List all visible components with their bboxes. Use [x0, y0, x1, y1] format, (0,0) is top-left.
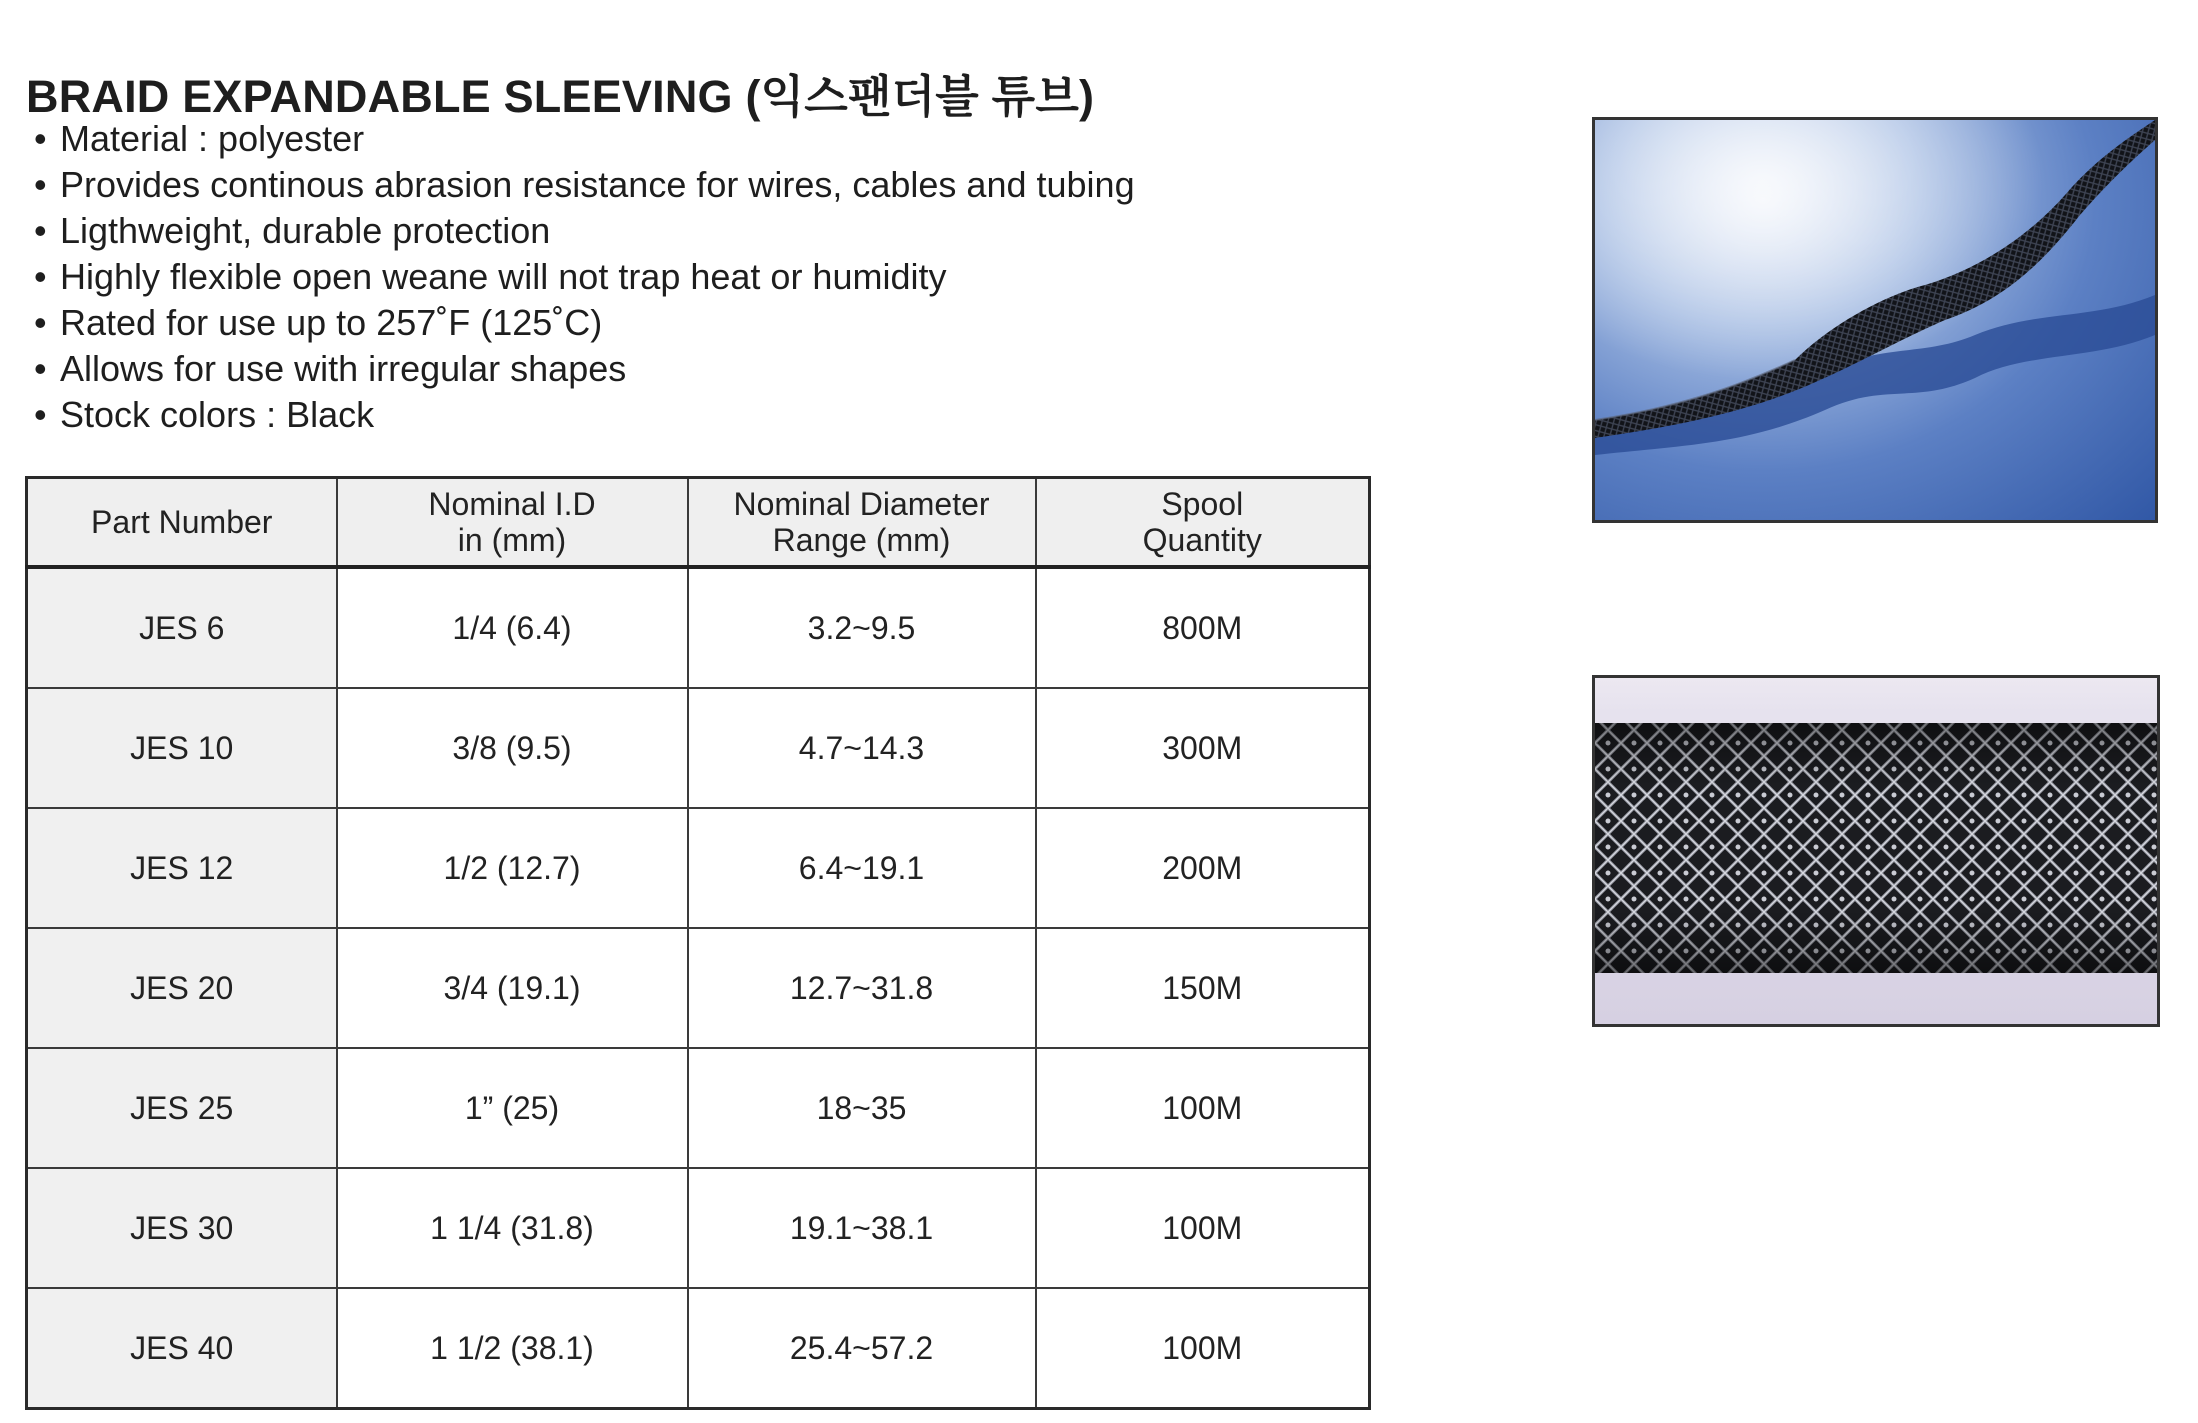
cell-part-number: JES 30	[27, 1168, 337, 1288]
spec-table	[25, 476, 1371, 1410]
table-row	[27, 567, 1370, 688]
bullet-icon: •	[34, 348, 47, 389]
bullet-icon: •	[34, 256, 47, 297]
cell-diameter-range: 19.1~38.1	[688, 1168, 1036, 1288]
page-title: BRAID EXPANDABLE SLEEVING (익스팬더블 튜브)	[26, 71, 1095, 122]
cell-diameter-range: 25.4~57.2	[688, 1288, 1036, 1409]
feature-item: • Provides continous abrasion resistance for wires, cables and tubing	[34, 162, 1135, 208]
table-row	[27, 1168, 1370, 1288]
cell-part-number: JES 6	[27, 567, 337, 688]
header-part-number: Part Number	[27, 478, 337, 568]
cell-spool-quantity: 100M	[1036, 1048, 1370, 1168]
cell-nominal-id: 1 1/4 (31.8)	[337, 1168, 688, 1288]
cell-part-number: JES 25	[27, 1048, 337, 1168]
cell-diameter-range: 6.4~19.1	[688, 808, 1036, 928]
cell-part-number: JES 20	[27, 928, 337, 1048]
cell-nominal-id: 1/4 (6.4)	[337, 567, 688, 688]
table-row	[27, 1288, 1370, 1409]
feature-item: • Allows for use with irregular shapes	[34, 346, 1135, 392]
feature-item: • Rated for use up to 257˚F (125˚C)	[34, 300, 1135, 346]
feature-item: • Material : polyester	[34, 116, 1135, 162]
table-row	[27, 928, 1370, 1048]
cell-nominal-id: 1/2 (12.7)	[337, 808, 688, 928]
bullet-icon: •	[34, 164, 47, 205]
header-nominal-id: Nominal I.D in (mm)	[337, 478, 688, 568]
bullet-icon: •	[34, 302, 47, 343]
bullet-icon: •	[34, 118, 47, 159]
cell-spool-quantity: 300M	[1036, 688, 1370, 808]
header-spool-quantity: Spool Quantity	[1036, 478, 1370, 568]
cell-diameter-range: 3.2~9.5	[688, 567, 1036, 688]
cell-diameter-range: 4.7~14.3	[688, 688, 1036, 808]
cell-spool-quantity: 800M	[1036, 567, 1370, 688]
braid-weave-illustration	[1595, 678, 2157, 1024]
cell-part-number: JES 10	[27, 688, 337, 808]
table-row	[27, 808, 1370, 928]
cell-spool-quantity: 100M	[1036, 1168, 1370, 1288]
cell-nominal-id: 3/8 (9.5)	[337, 688, 688, 808]
feature-item: • Highly flexible open weane will not trap heat or humidity	[34, 254, 1135, 300]
cell-nominal-id: 1 1/2 (38.1)	[337, 1288, 688, 1409]
cell-nominal-id: 1” (25)	[337, 1048, 688, 1168]
cell-spool-quantity: 150M	[1036, 928, 1370, 1048]
table-row	[27, 688, 1370, 808]
braided-cable-illustration	[1595, 120, 2155, 520]
cell-part-number: JES 40	[27, 1288, 337, 1409]
cell-diameter-range: 18~35	[688, 1048, 1036, 1168]
cell-spool-quantity: 100M	[1036, 1288, 1370, 1409]
table-header-row	[27, 478, 1370, 568]
table-row	[27, 1048, 1370, 1168]
cell-diameter-range: 12.7~31.8	[688, 928, 1036, 1048]
bullet-icon: •	[34, 394, 47, 435]
header-diameter-range: Nominal Diameter Range (mm)	[688, 478, 1036, 568]
cell-spool-quantity: 200M	[1036, 808, 1370, 928]
cell-part-number: JES 12	[27, 808, 337, 928]
product-photo-cable	[1592, 117, 2158, 523]
cell-nominal-id: 3/4 (19.1)	[337, 928, 688, 1048]
feature-item: • Ligthweight, durable protection	[34, 208, 1135, 254]
bullet-icon: •	[34, 210, 47, 251]
product-photo-weave-closeup	[1592, 675, 2160, 1027]
feature-list	[34, 116, 1135, 438]
feature-item: • Stock colors : Black	[34, 392, 1135, 438]
